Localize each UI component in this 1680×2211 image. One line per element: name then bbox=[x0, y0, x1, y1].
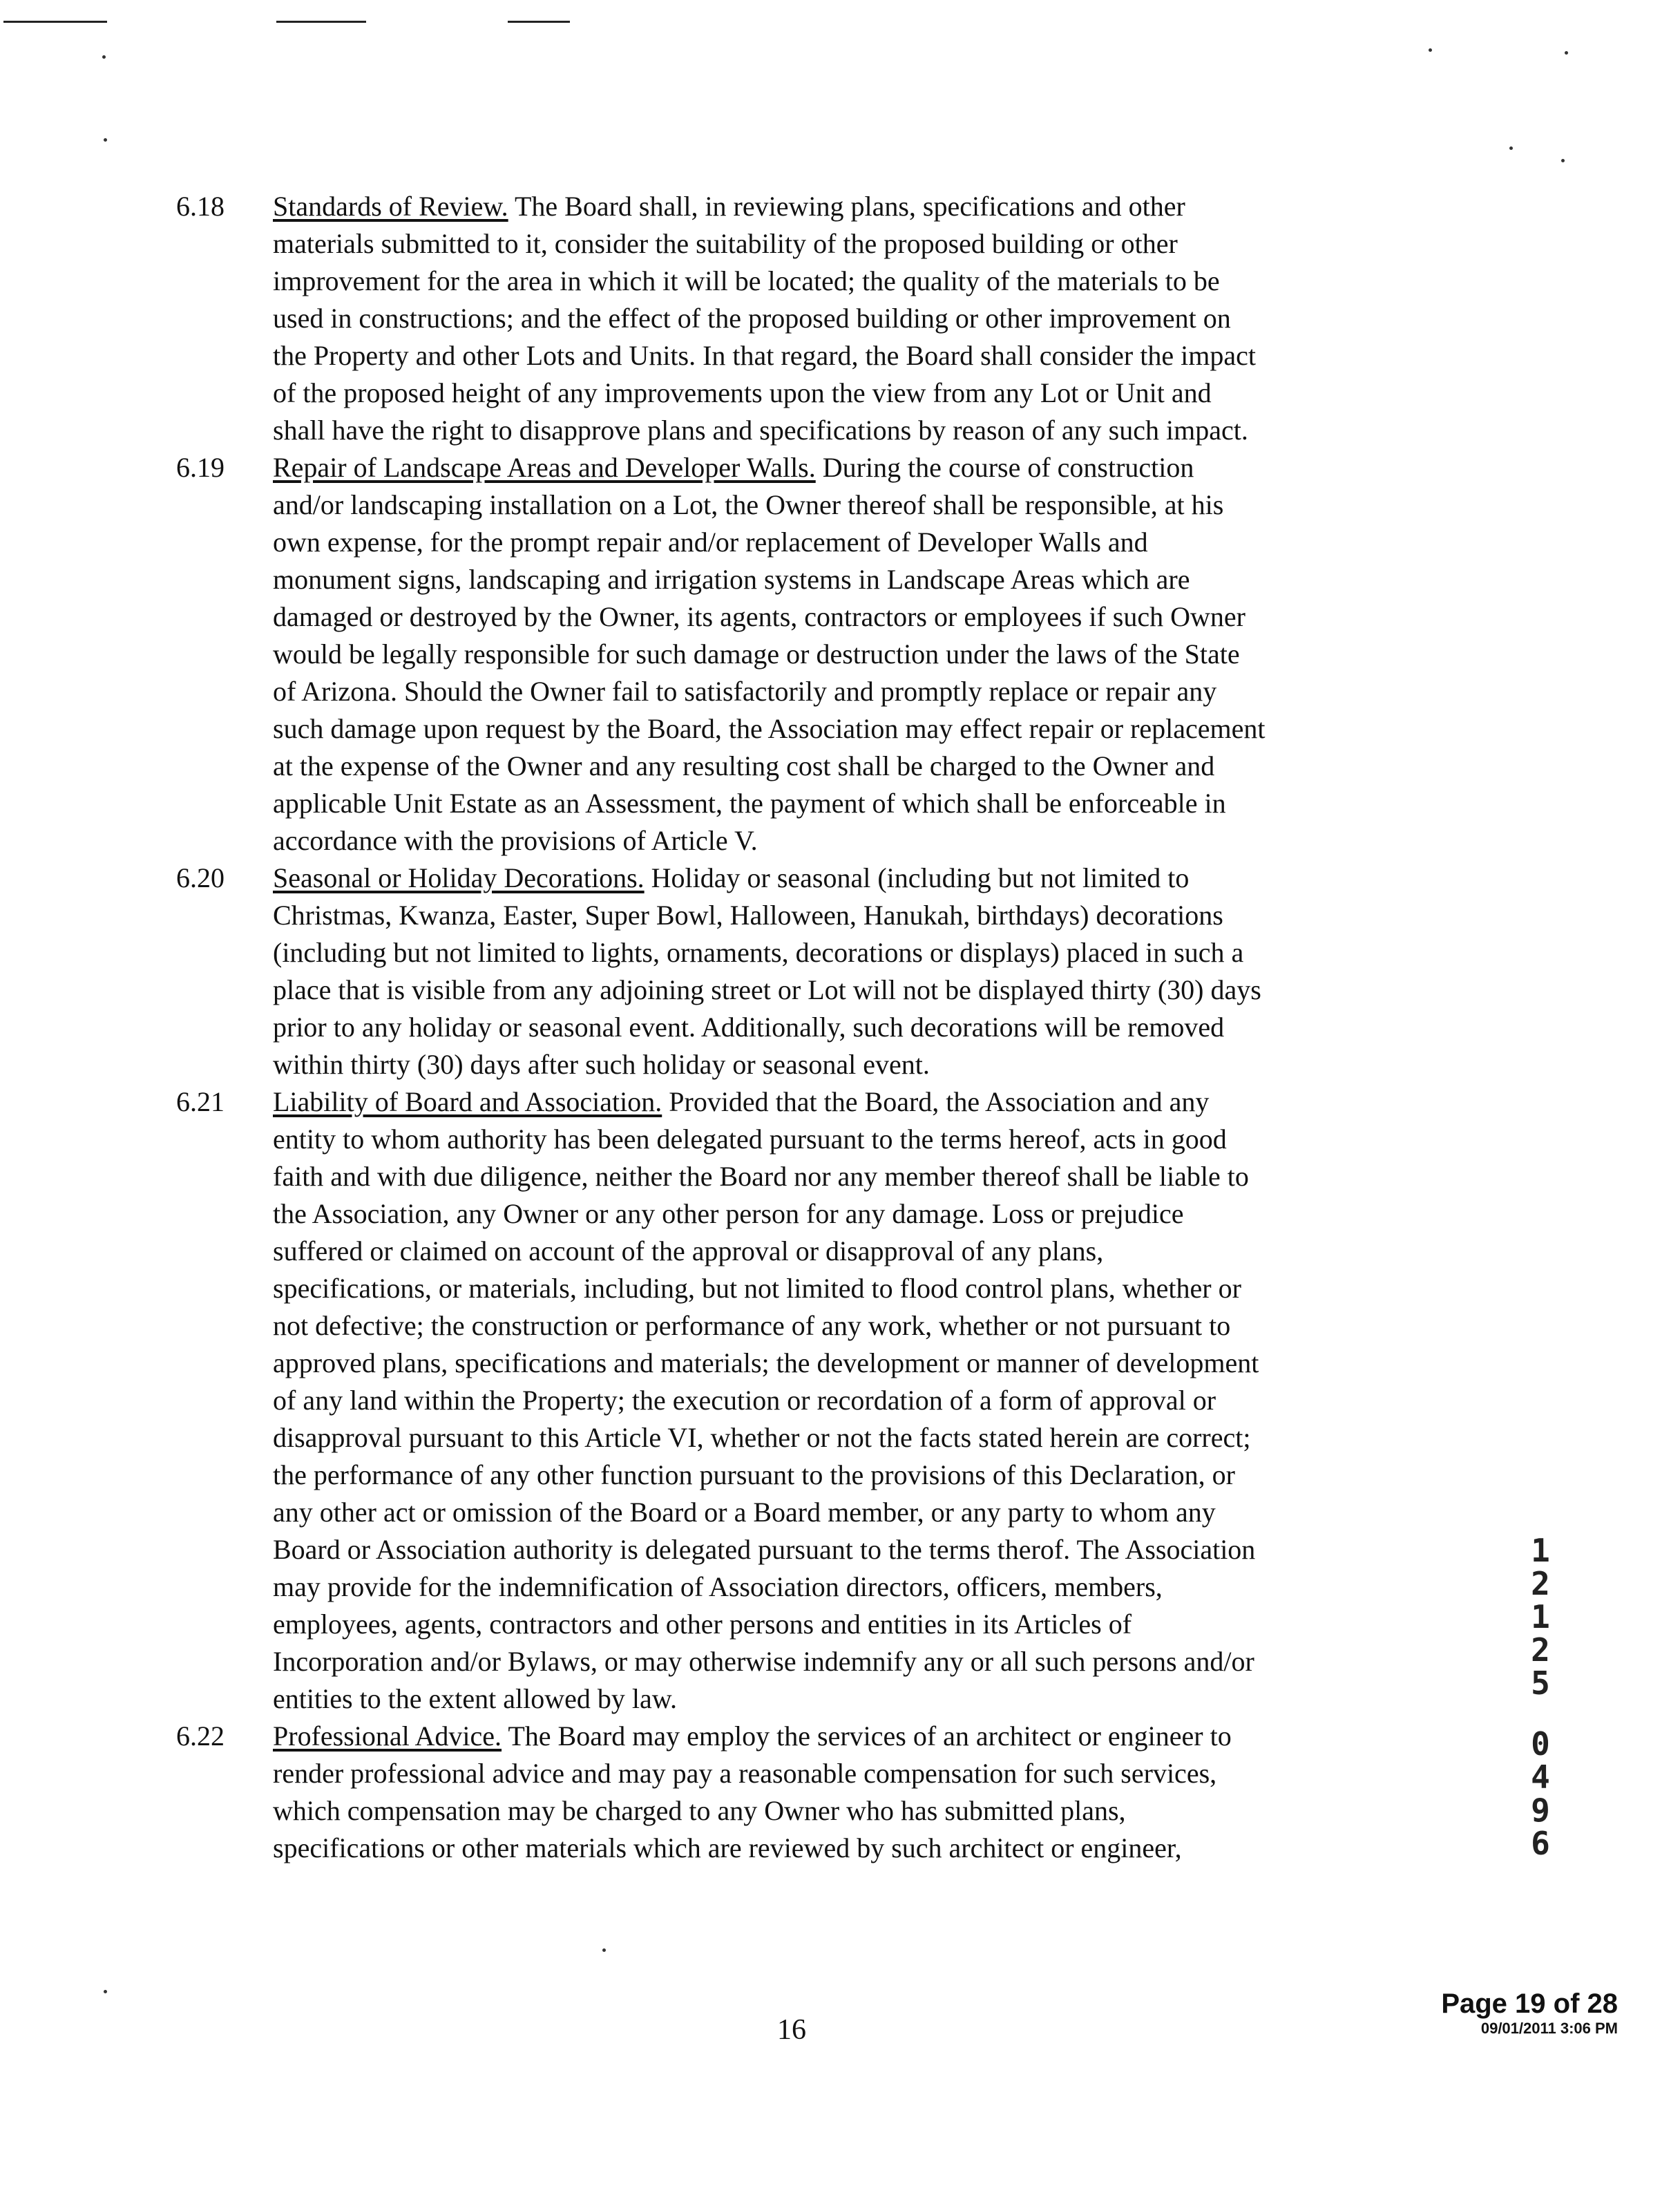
scan-speck bbox=[1509, 146, 1513, 150]
section-heading: Liability of Board and Association. bbox=[273, 1086, 662, 1117]
text-line: render professional advice and may pay a reasonable compensation for such services, bbox=[273, 1758, 1217, 1789]
scan-speck bbox=[102, 55, 106, 59]
scan-speck bbox=[1565, 51, 1568, 55]
recording-digit: 1 bbox=[1531, 1598, 1550, 1635]
text-line: suffered or claimed on account of the approval or disapproval of any plans, bbox=[273, 1235, 1104, 1266]
text-line: the Association, any Owner or any other person for any damage. Loss or prejudice bbox=[273, 1198, 1184, 1229]
section-heading: Professional Advice. bbox=[273, 1720, 502, 1752]
text-line: the performance of any other function pursuant to the provisions of this Declaration, or bbox=[273, 1459, 1235, 1490]
text-line: entities to the extent allowed by law. bbox=[273, 1683, 678, 1714]
text-line: within thirty (30) days after such holiday or seasonal event. bbox=[273, 1049, 930, 1080]
recording-digit: 6 bbox=[1531, 1825, 1550, 1862]
recorder-stamp bbox=[1441, 1989, 1618, 2038]
section-heading: Seasonal or Holiday Decorations. bbox=[273, 862, 645, 893]
section-number: 6.20 bbox=[176, 862, 225, 893]
recording-digit: 0 bbox=[1531, 1725, 1550, 1763]
text-line: of any land within the Property; the execution or recordation of a form of approval or bbox=[273, 1385, 1216, 1416]
recording-number bbox=[1527, 1534, 1554, 1860]
text-line: own expense, for the prompt repair and/or replacement of Developer Walls and bbox=[273, 526, 1148, 558]
text-line: (including but not limited to lights, ornaments, decorations or displays) placed in such a bbox=[273, 937, 1244, 968]
text-line: faith and with due diligence, neither the Board nor any member thereof shall be liable to bbox=[273, 1161, 1249, 1192]
text-line: of the proposed height of any improvements upon the view from any Lot or Unit and bbox=[273, 377, 1212, 408]
section-first-line: Professional Advice. The Board may employ the services of an architect or engineer to bbox=[273, 1720, 1232, 1752]
section-number: 6.18 bbox=[176, 191, 225, 222]
text-line: used in constructions; and the effect of the proposed building or other improvement on bbox=[273, 303, 1231, 334]
section-number: 6.22 bbox=[176, 1720, 225, 1752]
section-body bbox=[273, 1718, 1447, 1867]
text-line: entity to whom authority has been delegated pursuant to the terms hereof, acts in good bbox=[273, 1123, 1227, 1155]
recording-digit: 2 bbox=[1531, 1565, 1550, 1602]
section-number: 6.19 bbox=[176, 452, 225, 483]
section-heading: Repair of Landscape Areas and Developer Walls. bbox=[273, 452, 816, 483]
section-body bbox=[273, 1083, 1447, 1718]
text-line: disapproval pursuant to this Article VI, whether or not the facts stated herein are correct; bbox=[273, 1422, 1251, 1453]
scan-mark bbox=[276, 21, 366, 23]
scan-speck bbox=[602, 1948, 606, 1952]
text-line: the Property and other Lots and Units. In that regard, the Board shall consider the impact bbox=[273, 340, 1256, 371]
scan-speck bbox=[104, 138, 107, 142]
section-first-line: Seasonal or Holiday Decorations. Holiday or seasonal (including but not limited to bbox=[273, 862, 1190, 893]
text-line: of Arizona. Should the Owner fail to satisfactorily and promptly replace or repair any bbox=[273, 676, 1217, 707]
text-line: approved plans, specifications and materials; the development or manner of development bbox=[273, 1347, 1259, 1378]
section-number: 6.21 bbox=[176, 1086, 225, 1117]
scan-mark bbox=[3, 21, 107, 23]
text-line: not defective; the construction or performance of any work, whether or not pursuant to bbox=[273, 1310, 1231, 1341]
recording-digit: 9 bbox=[1531, 1792, 1550, 1829]
recording-digit: 2 bbox=[1531, 1631, 1550, 1669]
scan-speck bbox=[104, 1990, 107, 1993]
text-line: materials submitted to it, consider the suitability of the proposed building or other bbox=[273, 228, 1178, 259]
text-line: shall have the right to disapprove plans and specifications by reason of any such impact. bbox=[273, 415, 1248, 446]
page-number: 16 bbox=[777, 2014, 806, 2046]
text-line: damaged or destroyed by the Owner, its agents, contractors or employees if such Owner bbox=[273, 601, 1245, 632]
text-line: specifications, or materials, including, but not limited to flood control plans, whether or bbox=[273, 1273, 1241, 1304]
text-line: accordance with the provisions of Article V. bbox=[273, 825, 758, 856]
text-line: applicable Unit Estate as an Assessment, the payment of which shall be enforceable in bbox=[273, 788, 1226, 819]
section-heading: Standards of Review. bbox=[273, 191, 508, 222]
text-line: such damage upon request by the Board, the Association may effect repair or replacement bbox=[273, 713, 1266, 744]
text-line: specifications or other materials which are reviewed by such architect or engineer, bbox=[273, 1832, 1182, 1863]
section-body bbox=[273, 860, 1447, 1083]
recording-digit: 4 bbox=[1531, 1758, 1550, 1796]
scan-speck bbox=[1429, 48, 1432, 52]
text-line: place that is visible from any adjoining street or Lot will not be displayed thirty (30) days bbox=[273, 974, 1261, 1005]
recording-digit: 5 bbox=[1531, 1664, 1550, 1702]
text-line: any other act or omission of the Board or a Board member, or any party to whom any bbox=[273, 1497, 1216, 1528]
scan-speck bbox=[1561, 159, 1565, 162]
section-first-line: Standards of Review. The Board shall, in reviewing plans, specifications and other bbox=[273, 191, 1185, 222]
text-line: Board or Association authority is delegated pursuant to the terms therof. The Association bbox=[273, 1534, 1256, 1565]
text-line: monument signs, landscaping and irrigation systems in Landscape Areas which are bbox=[273, 564, 1190, 595]
text-line: and/or landscaping installation on a Lot, the Owner thereof shall be responsible, at his bbox=[273, 489, 1224, 520]
text-line: which compensation may be charged to any Owner who has submitted plans, bbox=[273, 1795, 1126, 1826]
text-line: at the expense of the Owner and any resulting cost shall be charged to the Owner and bbox=[273, 750, 1215, 781]
text-line: Incorporation and/or Bylaws, or may otherwise indemnify any or all such persons and/or bbox=[273, 1646, 1254, 1677]
section-body bbox=[273, 188, 1447, 449]
text-line: prior to any holiday or seasonal event. Additionally, such decorations will be removed bbox=[273, 1012, 1225, 1043]
text-line: Christmas, Kwanza, Easter, Super Bowl, Halloween, Hanukah, birthdays) decorations bbox=[273, 900, 1223, 931]
scan-mark bbox=[508, 21, 570, 23]
text-line: improvement for the area in which it will be located; the quality of the materials to be bbox=[273, 265, 1220, 296]
recording-digit: 1 bbox=[1531, 1532, 1550, 1569]
section-first-line: Repair of Landscape Areas and Developer Walls. During the course of construction bbox=[273, 452, 1194, 483]
stamp-page-count: Page 19 of 28 bbox=[1441, 1989, 1618, 2019]
text-line: employees, agents, contractors and other persons and entities in its Articles of bbox=[273, 1609, 1132, 1640]
section-body bbox=[273, 449, 1447, 860]
text-line: may provide for the indemnification of Association directors, officers, members, bbox=[273, 1571, 1163, 1602]
stamp-timestamp: 09/01/2011 3:06 PM bbox=[1480, 2020, 1618, 2037]
text-line: would be legally responsible for such damage or destruction under the laws of the State bbox=[273, 638, 1240, 670]
section-first-line: Liability of Board and Association. Provided that the Board, the Association and any bbox=[273, 1086, 1210, 1117]
